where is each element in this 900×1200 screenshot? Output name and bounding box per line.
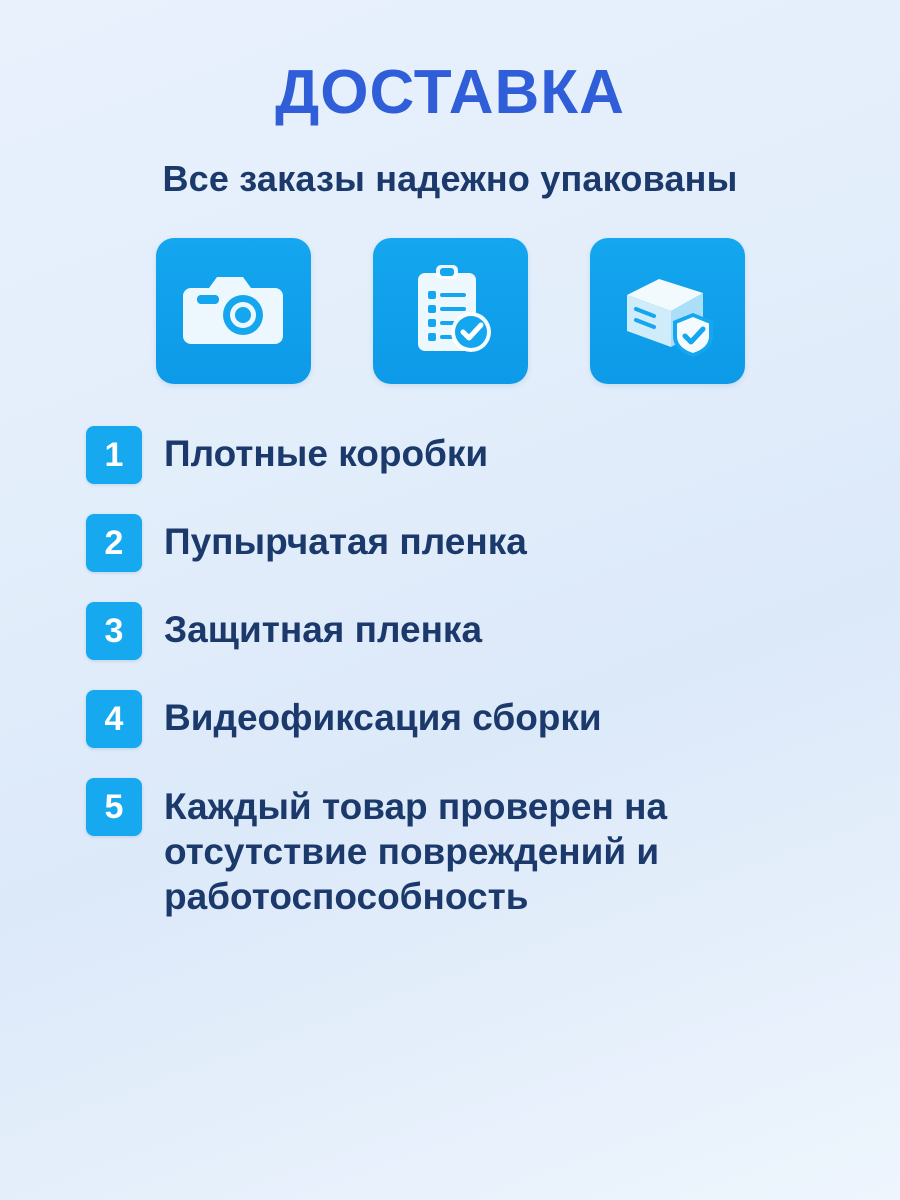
step-label: Плотные коробки bbox=[164, 433, 489, 474]
list-item bbox=[86, 778, 814, 919]
step-label: Пупырчатая пленка bbox=[164, 521, 527, 562]
step-label: Защитная пленка bbox=[164, 609, 483, 650]
step-number-badge: 2 bbox=[86, 514, 142, 572]
list-item bbox=[86, 602, 814, 660]
page-subtitle: Все заказы надежно упакованы bbox=[162, 158, 738, 199]
step-label: Каждый товар проверен на отсутствие повреждений и работоспособность bbox=[164, 786, 668, 918]
camera-icon bbox=[181, 268, 285, 354]
step-number-badge: 3 bbox=[86, 602, 142, 660]
step-number-badge: 4 bbox=[86, 690, 142, 748]
clipboard-check-icon bbox=[404, 261, 496, 361]
step-number-badge: 5 bbox=[86, 778, 142, 836]
packaging-steps-list bbox=[0, 426, 900, 919]
list-item bbox=[86, 690, 814, 748]
list-item bbox=[86, 514, 814, 572]
page-title: ДОСТАВКА bbox=[275, 58, 625, 127]
step-label: Видеофиксация сборки bbox=[164, 697, 602, 738]
camera-icon-tile bbox=[156, 238, 311, 384]
package-shield-icon bbox=[615, 265, 719, 357]
clipboard-icon-tile bbox=[373, 238, 528, 384]
icon-row bbox=[156, 238, 745, 384]
list-item bbox=[86, 426, 814, 484]
step-number-badge: 1 bbox=[86, 426, 142, 484]
package-icon-tile bbox=[590, 238, 745, 384]
